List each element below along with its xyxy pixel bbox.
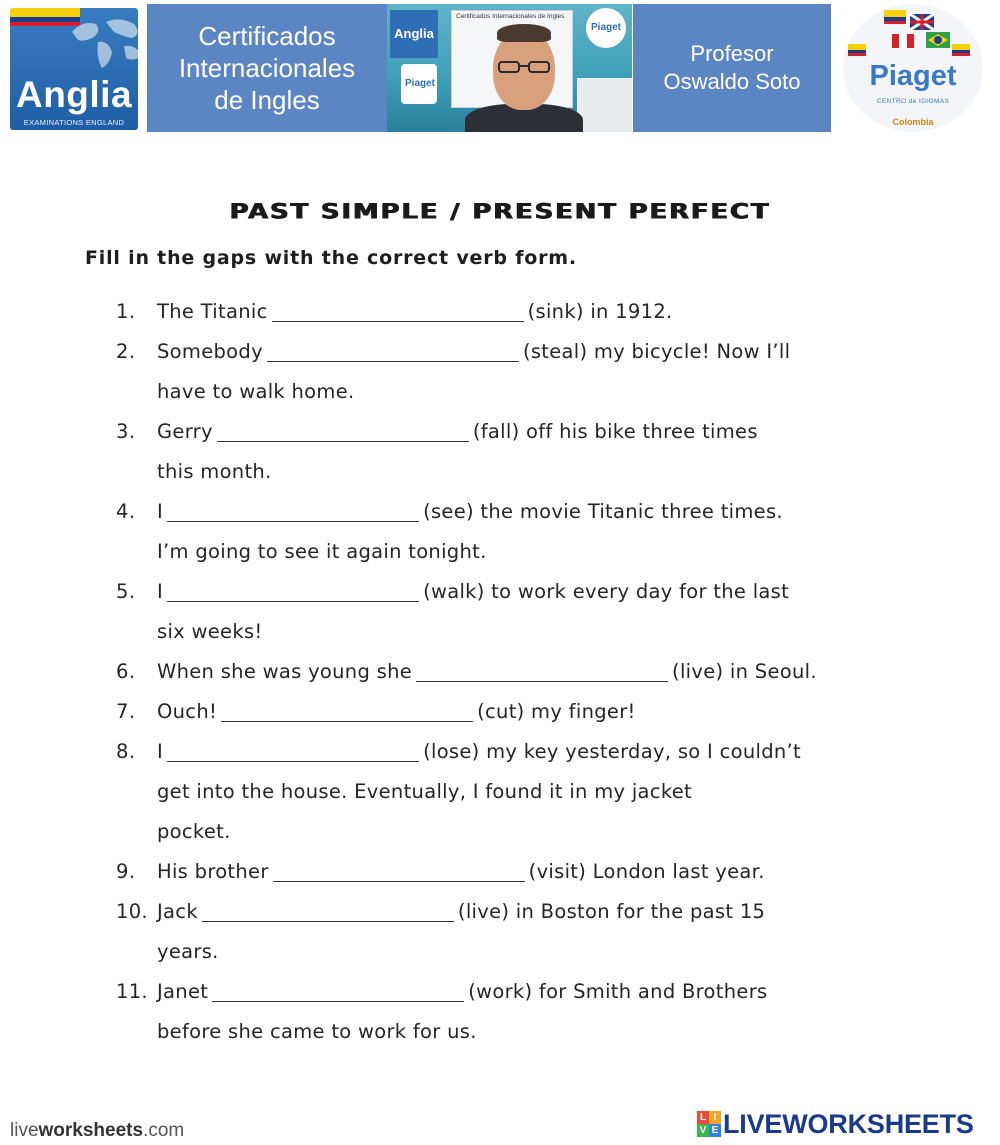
exercise-number: 8. <box>116 740 136 763</box>
exercise-text-before: Jack <box>157 900 198 923</box>
exercise-text-before: I <box>157 580 164 603</box>
certificates-line-2: Internacionales <box>178 53 356 83</box>
exercise-text-after: (live) in Seoul. <box>672 660 817 683</box>
footer-url-suffix: .com <box>143 1120 185 1141</box>
glasses-icon <box>497 60 551 74</box>
exercise-continuation <box>0 772 1000 812</box>
exercise-item <box>0 292 1000 332</box>
exercise-item <box>0 892 1000 932</box>
exercise-text-after: (work) for Smith and Brothers <box>468 980 768 1003</box>
exercise-item <box>0 652 1000 692</box>
exercise-number: 2. <box>116 340 136 363</box>
anglia-subtitle: EXAMINATIONS ENGLAND <box>23 118 125 127</box>
exercise-text-after: (visit) London last year. <box>528 860 765 883</box>
exercise-line <box>157 892 765 932</box>
answer-blank[interactable] <box>221 699 473 722</box>
exercise-continuation <box>0 932 1000 972</box>
exercise-number: 5. <box>116 580 136 603</box>
answer-blank[interactable] <box>202 899 454 922</box>
piaget-badge <box>586 8 626 48</box>
exercise-number: 11. <box>116 980 148 1003</box>
exercise-continuation-text: before she came to work for us. <box>157 1020 477 1043</box>
answer-blank[interactable] <box>167 739 419 762</box>
exercise-text-after: (cut) my finger! <box>477 700 636 723</box>
exercise-line <box>157 732 801 772</box>
exercise-continuation-text: pocket. <box>157 820 231 843</box>
footer-url-prefix: live <box>10 1120 39 1141</box>
teacher-title: Profesor <box>690 41 774 66</box>
exercise-text-after: (fall) off his bike three times <box>472 420 758 443</box>
exercise-line <box>157 572 789 612</box>
exercise-number: 10. <box>116 900 148 923</box>
piaget-mini-logo-text: Piaget <box>405 78 436 89</box>
teacher-photo <box>387 4 632 132</box>
exercise-number: 7. <box>116 700 136 723</box>
exercise-number: 6. <box>116 660 136 683</box>
exercise-continuation <box>0 612 1000 652</box>
anglia-logo <box>10 8 138 130</box>
exercise-continuation <box>0 532 1000 572</box>
liveworksheets-icon-cell: I <box>709 1111 721 1124</box>
exercise-continuation-text: I’m going to see it again tonight. <box>157 540 487 563</box>
exercise-text-before: The Titanic <box>157 300 268 323</box>
certificates-box <box>147 4 387 132</box>
exercise-text-before: Somebody <box>157 340 263 363</box>
exercise-item <box>0 332 1000 372</box>
teacher-name: Oswaldo Soto <box>663 69 801 94</box>
piaget-badge-text: Piaget <box>591 22 622 33</box>
liveworksheets-icon-cell: V <box>697 1124 709 1137</box>
exercise-item <box>0 732 1000 772</box>
exercise-line <box>157 292 673 332</box>
exercise-continuation-text: years. <box>157 940 219 963</box>
exercise-item <box>0 972 1000 1012</box>
exercise-item <box>0 692 1000 732</box>
anglia-wordmark: Anglia <box>15 74 133 115</box>
background-shelf <box>577 78 632 132</box>
footer-url-bold: worksheets <box>38 1120 144 1141</box>
exercise-line <box>157 652 817 692</box>
exercise-text-before: Janet <box>157 980 209 1003</box>
exercise-continuation-text: this month. <box>157 460 272 483</box>
piaget-country: Colombia <box>892 117 934 127</box>
exercise-item <box>0 572 1000 612</box>
exercise-number: 1. <box>116 300 136 323</box>
exercise-text-after: (walk) to work every day for the last <box>423 580 790 603</box>
liveworksheets-icon-cell: E <box>709 1124 721 1137</box>
exercise-continuation <box>0 812 1000 852</box>
anglia-mini-logo: Anglia <box>390 10 438 58</box>
exercise-text-before: I <box>157 740 164 763</box>
exercise-continuation <box>0 452 1000 492</box>
exercise-line <box>157 332 790 372</box>
certificates-line-1: Certificados <box>198 21 336 51</box>
teacher-hair <box>497 24 551 42</box>
piaget-wordmark: Piaget <box>869 60 957 92</box>
worksheet-title: PAST SIMPLE / PRESENT PERFECT <box>229 199 771 225</box>
certificate-document-title: Certificados Internacionales de Ingles <box>456 13 565 20</box>
exercise-number: 9. <box>116 860 136 883</box>
exercise-number: 4. <box>116 500 136 523</box>
piaget-subtitle: CENTRO de IDIOMAS <box>876 98 950 105</box>
answer-blank[interactable] <box>267 339 519 362</box>
exercise-text-before: When she was young she <box>157 660 413 683</box>
answer-blank[interactable] <box>416 659 668 682</box>
teacher-name-box <box>633 4 831 132</box>
exercise-item <box>0 492 1000 532</box>
exercise-text-after: (see) the movie Titanic three times. <box>423 500 783 523</box>
exercise-line <box>157 972 767 1012</box>
exercise-text-after: (sink) in 1912. <box>527 300 673 323</box>
header-banner <box>0 0 1000 140</box>
exercise-continuation <box>0 1012 1000 1052</box>
answer-blank[interactable] <box>167 579 419 602</box>
flags-icon <box>840 4 986 64</box>
exercise-continuation-text: have to walk home. <box>157 380 355 403</box>
exercise-continuation-text: get into the house. Eventually, I found it in my jacket <box>157 780 692 803</box>
exercise-continuation <box>0 372 1000 412</box>
exercise-item <box>0 852 1000 892</box>
exercise-line <box>157 412 758 452</box>
answer-blank[interactable] <box>272 299 524 322</box>
exercise-text-before: His brother <box>157 860 269 883</box>
answer-blank[interactable] <box>273 859 525 882</box>
exercise-continuation-text: six weeks! <box>157 620 263 643</box>
exercise-text-before: I <box>157 500 164 523</box>
exercise-line <box>157 492 783 532</box>
exercise-text-before: Gerry <box>157 420 213 443</box>
liveworksheets-icon-cell: L <box>697 1111 709 1124</box>
exercise-line <box>157 852 765 892</box>
exercise-text-before: Ouch! <box>157 700 218 723</box>
world-map-icon <box>62 12 138 76</box>
footer-site-url[interactable] <box>10 1120 184 1142</box>
exercise-line <box>157 692 636 732</box>
liveworksheets-logo[interactable] <box>697 1108 974 1140</box>
answer-blank[interactable] <box>217 419 469 442</box>
exercise-item <box>0 412 1000 452</box>
worksheet-instruction: Fill in the gaps with the correct verb form. <box>85 247 577 269</box>
certificates-line-3: de Ingles <box>214 85 320 115</box>
piaget-mini-logo <box>401 64 437 104</box>
answer-blank[interactable] <box>167 499 419 522</box>
piaget-logo <box>840 4 986 132</box>
exercise-text-after: (steal) my bicycle! Now I’ll <box>522 340 791 363</box>
answer-blank[interactable] <box>212 979 464 1002</box>
exercise-text-after: (live) in Boston for the past 15 <box>457 900 766 923</box>
liveworksheets-wordmark: LIVEWORKSHEETS <box>723 1108 974 1139</box>
liveworksheets-icon <box>697 1111 721 1137</box>
exercise-number: 3. <box>116 420 136 443</box>
exercise-text-after: (lose) my key yesterday, so I couldn’t <box>423 740 801 763</box>
